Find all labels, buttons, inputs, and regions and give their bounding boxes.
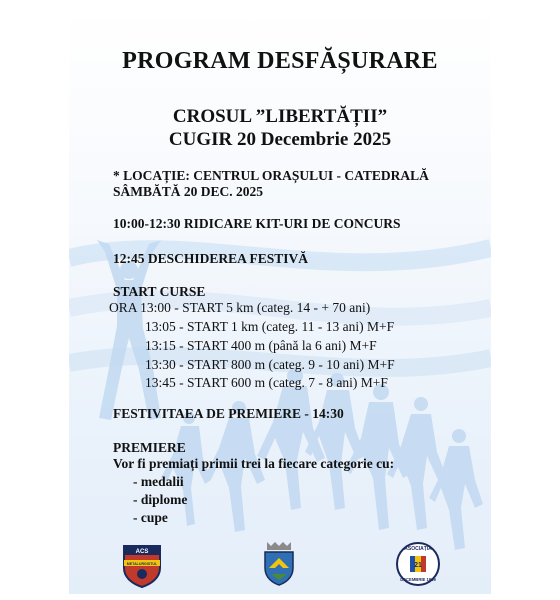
event-name: CROSUL ”LIBERTĂȚII” xyxy=(172,106,388,127)
awards-heading: PREMIERE xyxy=(113,440,186,455)
opening-ceremony-line: 12:45 DESCHIDEREA FESTIVĂ xyxy=(113,251,309,266)
race-item: 13:45 - START 600 m (categ. 7 - 8 ani) M+F xyxy=(145,375,388,390)
badge-number: 21 xyxy=(414,562,422,569)
race-item: ORA 13:00 - START 5 km (categ. 14 - + 70 ani) xyxy=(109,300,371,315)
event-poster xyxy=(69,8,491,594)
race-item: 13:30 - START 800 m (categ. 9 - 10 ani) M+F xyxy=(145,357,395,372)
crest-bottom-text: METALURGISTUL xyxy=(126,562,158,566)
start-races-heading: START CURSE xyxy=(113,284,206,299)
association-badge-icon xyxy=(395,540,441,588)
crest-top-text: ACS xyxy=(135,549,149,555)
sports-club-crest-icon xyxy=(121,544,163,588)
award-item: - cupe xyxy=(133,510,168,525)
badge-bottom-text: DECEMBRIE 1989 xyxy=(400,577,436,582)
race-item: 13:05 - START 1 km (categ. 11 - 13 ani) M+F xyxy=(145,319,395,334)
badge-top-text: ASOCIAȚIA xyxy=(404,546,432,552)
awards-ceremony-line: FESTIVITAEA DE PREMIERE - 14:30 xyxy=(113,406,344,421)
location-date-line: SÂMBĂTĂ 20 DEC. 2025 xyxy=(113,184,264,199)
award-item: - medalii xyxy=(133,474,184,489)
location-line: * LOCAȚIE: CENTRUL ORAȘULUI - CATEDRALĂ xyxy=(113,168,429,183)
sponsor-logos xyxy=(69,534,491,594)
event-place-date: CUGIR 20 Decembrie 2025 xyxy=(168,129,392,150)
kit-pickup-line: 10:00-12:30 RIDICARE KIT-URI DE CONCURS xyxy=(113,216,401,231)
page-title: PROGRAM DESFĂȘURARE xyxy=(122,48,438,74)
awards-intro: Vor fi premiați primii trei la fiecare categorie cu: xyxy=(113,456,395,471)
town-coat-of-arms-icon xyxy=(261,540,297,586)
award-item: - diplome xyxy=(133,492,188,507)
race-item: 13:15 - START 400 m (până la 6 ani) M+F xyxy=(145,338,377,353)
